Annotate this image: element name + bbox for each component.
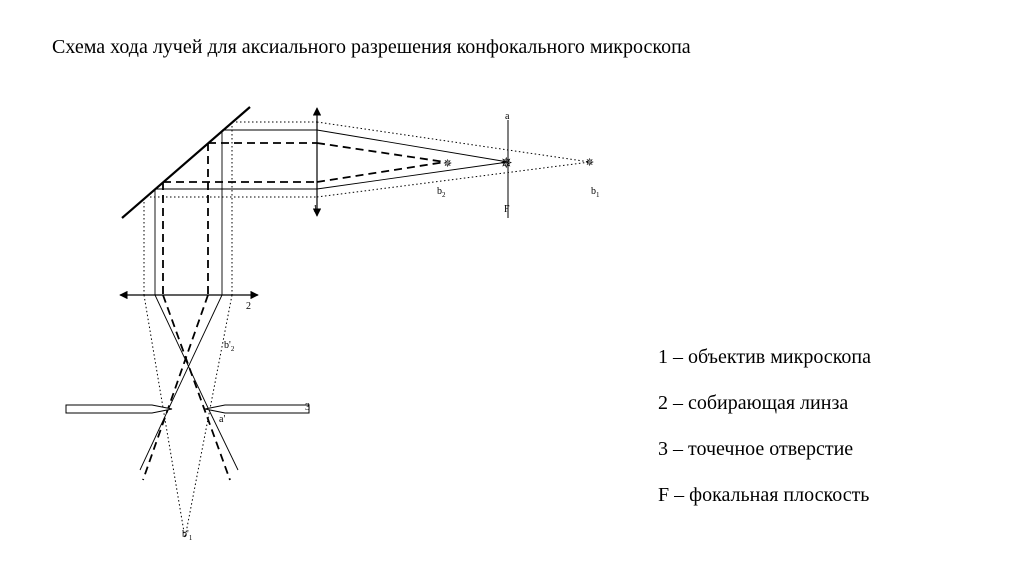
source-b2-icon: ✵ [443, 158, 453, 170]
label-a-prime: a' [219, 414, 226, 425]
slide-title: Схема хода лучей для аксиального разрешения конфокального микроскопа [52, 36, 691, 58]
label-a: a [505, 111, 510, 122]
rays-b2 [143, 143, 445, 480]
label-b2-sub: 2 [442, 191, 446, 199]
legend-item-lens: 2 – собирающая линза [658, 392, 849, 414]
label-b1-main: b [591, 186, 596, 197]
label-b2-prime [224, 340, 235, 353]
label-b1-prime-main: b' [182, 529, 189, 540]
label-b2 [437, 186, 446, 199]
label-b2-prime-main: b' [224, 340, 231, 351]
rays-b1 [144, 122, 590, 538]
legend-item-focal-plane: F – фокальная плоскость [658, 484, 870, 506]
label-pinhole: 3 [305, 402, 310, 413]
pinhole [66, 405, 309, 413]
label-b1-prime [182, 529, 193, 542]
label-b2-main: b [437, 186, 442, 197]
label-b2-prime-sub: 2 [230, 345, 235, 353]
label-b1-prime-sub: 1 [188, 534, 193, 542]
source-b1-icon: ✵ [585, 157, 595, 169]
source-a-icon: ✵ [500, 156, 513, 172]
label-F: F [504, 204, 510, 215]
mirror [122, 107, 250, 218]
label-objective: 1 [313, 204, 318, 215]
legend [658, 344, 871, 528]
legend-item-objective: 1 – объектив микроскопа [658, 346, 871, 368]
label-b1 [591, 186, 600, 199]
label-b1-sub: 1 [596, 191, 600, 199]
legend-item-pinhole: 3 – точечное отверстие [658, 438, 854, 460]
label-lens: 2 [246, 301, 251, 312]
